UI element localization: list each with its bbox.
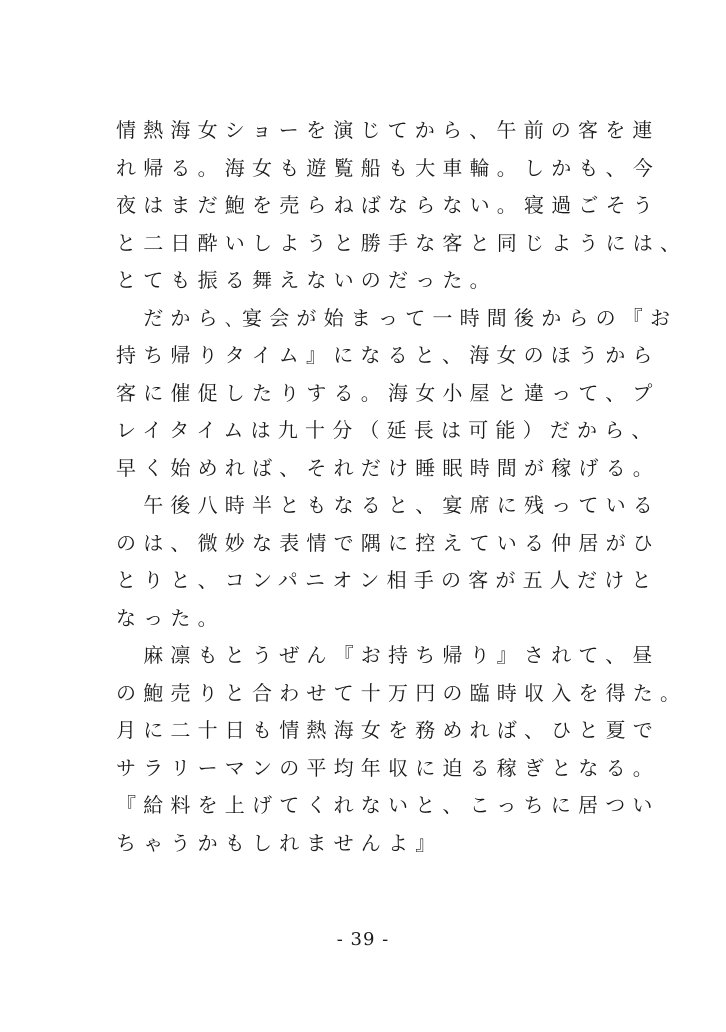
text-line: のは、微妙な表情で隅に控えている仲居がひ: [116, 530, 660, 555]
text-line: なった。: [116, 605, 225, 630]
body-text: [116, 112, 688, 862]
text-line: 持ち帰りタイム』になると、海女のほうから: [116, 343, 660, 367]
text-line: 『給料を上げてくれないと、こっちに居つい: [116, 793, 660, 817]
text-line: だから､宴会が始まって一時間後からの『お: [116, 305, 678, 330]
text-line: 早く始めれば、それだけ睡眠時間が稼げる。: [116, 455, 660, 480]
text-line: 麻凛もとうぜん『お持ち帰り』されて、昼: [116, 643, 660, 667]
text-line: れ帰る。海女も遊覧船も大車輪。しかも、今: [116, 155, 660, 180]
text-line: レイタイムは九十分（延長は可能）だから、: [116, 418, 659, 442]
text-line: と二日酔いしようと勝手な客と同じようには、: [116, 230, 688, 255]
text-line: ちゃうかもしれませんよ』: [116, 830, 443, 855]
text-line: 客に催促したりする。海女小屋と違って、プ: [116, 380, 660, 405]
text-line: 月に二十日も情熱海女を務めれば、ひと夏で: [116, 718, 660, 742]
text-line: とても振る舞えないのだった。: [116, 268, 497, 292]
page-number: - 39 -: [336, 929, 390, 950]
text-line: サラリーマンの平均年収に迫る稼ぎとなる。: [116, 755, 660, 780]
text-line: 午後八時半ともなると、宴席に残っている: [116, 493, 660, 517]
text-line: の鮑売りと合わせて十万円の臨時収入を得た。: [116, 680, 688, 705]
text-line: とりと、コンパニオン相手の客が五人だけと: [116, 568, 659, 592]
text-line: 夜はまだ鮑を売らねばならない。寝過ごそう: [116, 193, 660, 217]
text-line: 情熱海女ショーを演じてから、午前の客を連: [116, 118, 660, 142]
